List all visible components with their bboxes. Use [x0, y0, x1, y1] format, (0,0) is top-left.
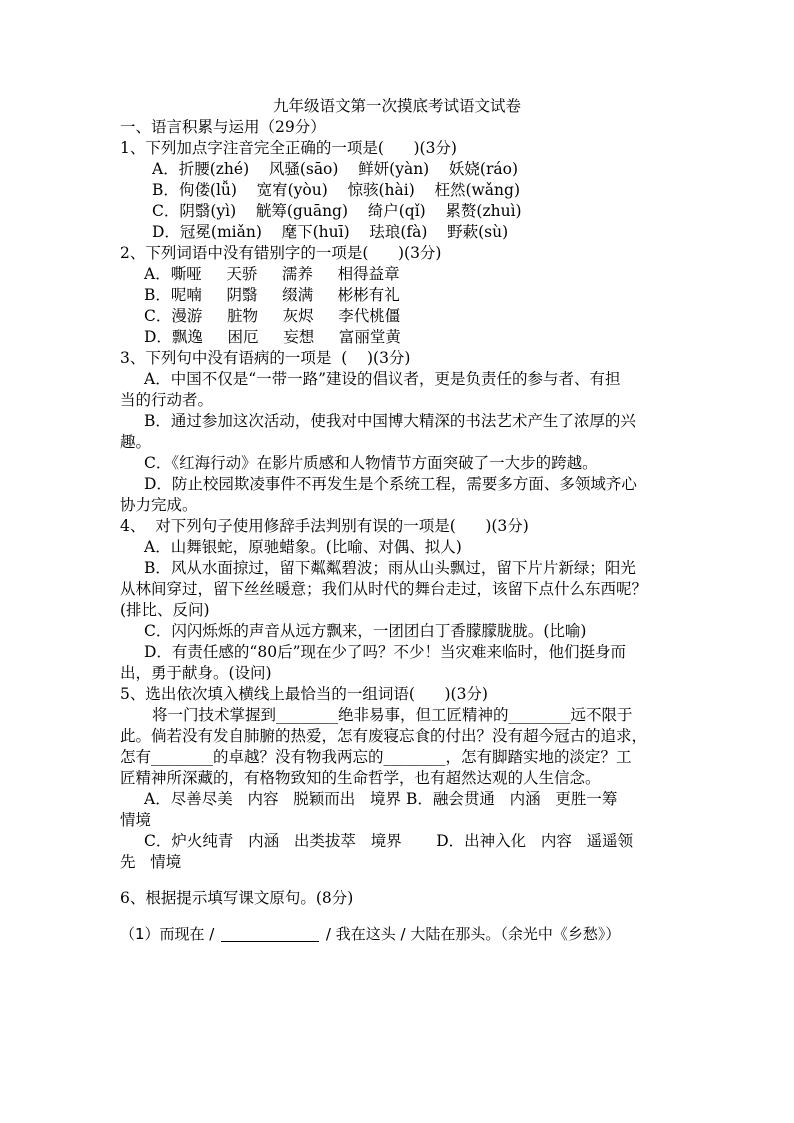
- q1-stem: 1、下列加点字注音完全正确的一项是( )(3分): [120, 139, 457, 157]
- q5-options-line-3: C．炉火纯青 内涵 出类拔萃 境界 D．出神入化 内容 遥遥领: [144, 832, 634, 850]
- q5-passage-line-2: 此。倘若没有发自肺腑的热爱，怎有废寝忘食的付出？没有超今冠古的追求，: [120, 727, 648, 745]
- q5-stem: 5、选出依次填入横线上最恰当的一组词语( )(3分): [120, 685, 488, 703]
- q2-stem: 2、下列词语中没有错别字的一项是( )(3分): [120, 244, 442, 262]
- q6-blank-1[interactable]: [221, 925, 319, 942]
- q4-option-b: B．风从水面掠过，留下粼粼碧波；雨从山头飘过，留下片片新绿；阳光: [144, 559, 636, 577]
- q4-option-b-note: (排比、反问): [120, 601, 210, 619]
- q3-option-d: D．防止校园欺凌事件不再发生是个系统工程，需要多方面、多领域齐心: [144, 475, 637, 493]
- page-title: 九年级语文第一次摸底考试语文试卷: [272, 97, 521, 115]
- q1-option-b: B．佝偻(lǚ) 宽宥(yòu) 惊骇(hài) 枉然(wǎng): [152, 181, 520, 199]
- q3-option-b-cont: 趣。: [120, 433, 152, 451]
- q5-options-line-1: A．尽善尽美 内容 脱颖而出 境界 B．融会贯通 内涵 更胜一筹: [144, 790, 618, 808]
- q3-option-b: B．通过参加这次活动，使我对中国博大精深的书法艺术产生了浓厚的兴: [144, 412, 636, 430]
- q4-option-d: D．有责任感的“80后”现在少了吗？不少！当灾难来临时，他们挺身而: [144, 643, 627, 661]
- q1-option-a: A．折腰(zhé) 风骚(sāo) 鲜妍(yàn) 妖娆(ráo): [152, 160, 519, 178]
- q1-option-d: D．冠冕(miǎn) 麾下(huī) 珐琅(fà) 野蔌(sù): [152, 223, 509, 241]
- q6-stem: 6、根据提示填写课文原句。(8分): [120, 889, 354, 907]
- q5-passage-line-4: 匠精神所深藏的，有格物致知的生命哲学，也有超然达观的人生信念。: [120, 769, 601, 787]
- q3-option-a: A．中国不仅是“一带一路”建设的倡议者，更是负责任的参与者、有担: [144, 370, 621, 388]
- q4-option-a: A．山舞银蛇，原驰蜡象。(比喻、对偶、拟人): [144, 538, 462, 556]
- q6-line-1: [120, 924, 620, 944]
- q5-options-line-2: 情境: [120, 811, 152, 829]
- q5-options-line-4: 先 情境: [120, 853, 182, 871]
- q2-option-b: B．呢喃 阴翳 缀满 彬彬有礼: [144, 286, 400, 304]
- q6-line-1-start: （1）而现在 /: [120, 925, 220, 943]
- q1-option-c: C．阴翳(yì) 觥筹(guāng) 绮户(qǐ) 累赘(zhuì): [152, 202, 522, 220]
- q3-option-d-cont: 协力完成。: [120, 496, 198, 514]
- q3-stem: 3、下列句中没有语病的一项是 ( )(3分): [120, 349, 411, 367]
- q2-option-d: D．飘逸 困厄 妄想 富丽堂黄: [144, 328, 401, 346]
- q3-option-c: C．《红海行动》在影片质感和人物情节方面突破了一大步的跨越。: [144, 454, 598, 472]
- q3-option-a-cont: 当的行动者。: [120, 391, 214, 409]
- q4-option-c: C．闪闪烁烁的声音从远方飘来，一团团白丁香朦朦胧胧。(比喻): [144, 622, 587, 640]
- q4-option-d-cont: 出，勇于献身。(设问): [120, 664, 272, 682]
- q5-passage-line-3: 怎有________的卓越？没有物我两忘的________，怎有脚踏实地的淡定？工: [120, 748, 632, 766]
- q4-option-b-cont: 从林间穿过，留下丝丝暖意；我们从时代的舞台走过，该留下点什么东西呢？: [120, 580, 648, 598]
- q2-option-a: A．嘶哑 天骄 濡养 相得益章: [144, 265, 400, 283]
- q5-passage-line-1: 将一门技术掌握到________绝非易事，但工匠精神的________远不限于: [152, 706, 633, 724]
- q6-line-1-end: / 我在这头 / 大陆在那头。（余光中《乡愁》）: [321, 925, 621, 943]
- section-heading: 一、语言积累与运用（29分）: [120, 118, 326, 136]
- q2-option-c: C．漫游 脏物 灰烬 李代桃僵: [144, 307, 401, 325]
- q4-stem: 4、 对下列句子使用修辞手法判别有误的一项是( )(3分): [120, 517, 529, 535]
